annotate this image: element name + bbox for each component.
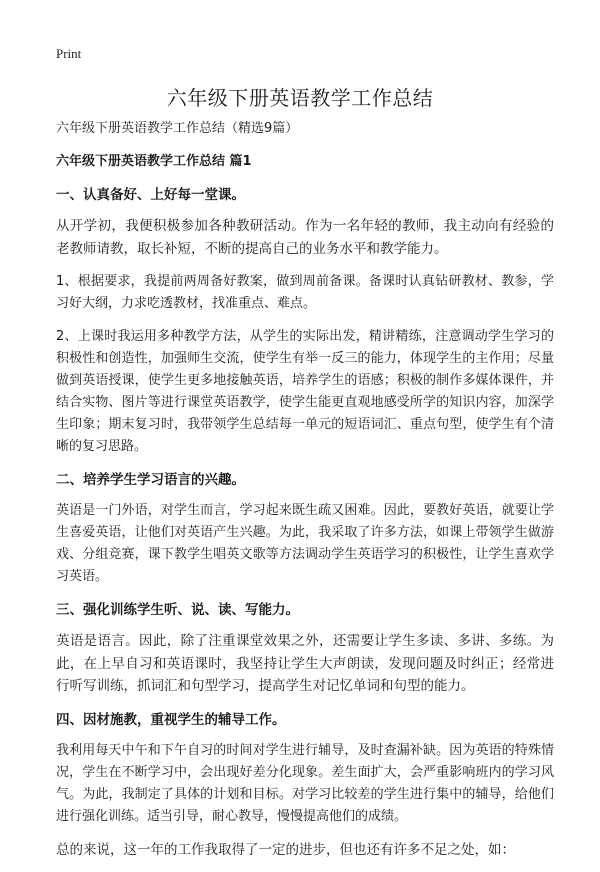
paragraph: 英语是一门外语，对学生而言，学习起来既生疏又困难。因此，要教好英语，就要让学生喜爱英语，让他们对英语产生兴趣。为此，我采取了许多方法，如课上带领学生做游戏、分组竞赛，课下教学生唱英文歌等方法调动学生英语学习的积极性，让学生喜欢学习英语。 xyxy=(56,503,554,584)
section-heading-2: 二、培养学生学习语言的兴趣。 xyxy=(56,472,245,488)
paragraph: 英语是语言。因此，除了注重课堂效果之外，还需要让学生多读、多讲、多练。为此，在上早自习和英语课时，我坚持让学生大声朗读，发现问题及时纠正；经常进行听写训练，抓词汇和句型学习，提高学生对记忆单词和句型的能力。 xyxy=(56,633,554,694)
section-heading-3: 三、强化训练学生听、说、读、写能力。 xyxy=(56,602,299,618)
print-link[interactable]: Print xyxy=(56,46,82,61)
article-heading: 六年级下册英语教学工作总结 篇1 xyxy=(56,154,252,169)
paragraph: 从开学初，我便积极参加各种教研活动。作为一名年轻的教师，我主动向有经验的老教师请教，取长补短，不断的提高自己的业务水平和教学能力。 xyxy=(56,218,554,257)
paragraph: 总的来说，这一年的工作我取得了一定的进步，但也还有许多不足之处，如： xyxy=(56,841,515,858)
article-subtitle: 六年级下册英语教学工作总结（精选9篇） xyxy=(56,121,299,136)
page-title: 六年级下册英语教学工作总结 xyxy=(166,86,434,110)
paragraph: 我利用每天中午和下午自习的时间对学生进行辅导，及时查漏补缺。因为英语的特殊情况，学生在不断学习中，会出现好差分化现象。差生面扩大，会严重影响班内的学习风气。为此，我制定了具体的计划和目标。对学习比较差的学生进行集中的辅导，给他们进行强化训练。适当引导，耐心教导，慢慢提高他们的成绩。 xyxy=(56,742,554,824)
article-body xyxy=(56,118,554,872)
section-heading-1: 一、认真备好、上好每一堂课。 xyxy=(56,187,245,203)
section-heading-4: 四、因材施教，重视学生的辅导工作。 xyxy=(56,711,286,728)
paragraph: 2、上课时我运用多种教学方法，从学生的实际出发，精讲精练，注意调动学生学习的积极性和创造性，加强师生交流，使学生有举一反三的能力，体现学生的主作用；尽量做到英语授课，使学生更多地接触英语，培养学生的语感；积极的制作多媒体课件，并结合实物、图片等进行课堂英语教学，使学生能更直观地感受所学的知识内容，加深学生印象；期末复习时，我带领学生总结每一单元的短语词汇、重点句型，使学生有个清晰的复习思路。 xyxy=(56,329,554,454)
paragraph: 1、根据要求，我提前两周备好教案，做到周前备课。备课时认真钻研教材、教参，学习好大纲，力求吃透教材，找准重点、难点。 xyxy=(56,274,554,311)
